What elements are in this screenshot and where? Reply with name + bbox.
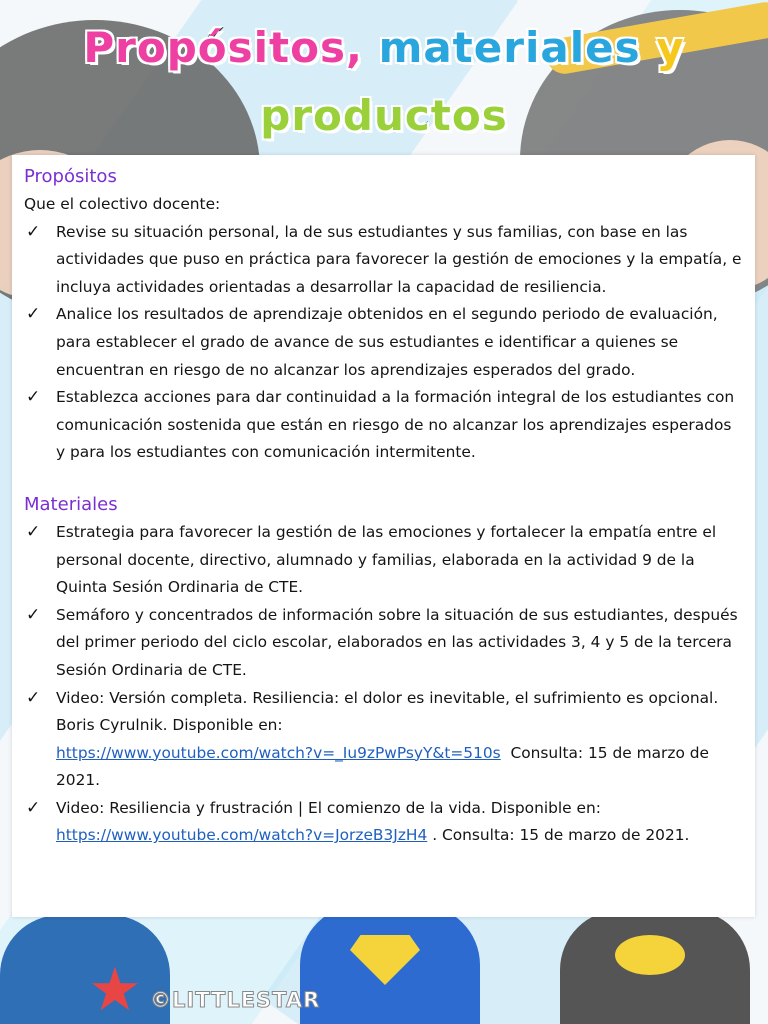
propositos-list [24, 219, 744, 467]
list-item [24, 384, 744, 467]
page-title [0, 18, 768, 146]
title-word: productos [260, 91, 508, 140]
list-item-consulta: Consulta: 15 de marzo de 2021. [56, 743, 709, 790]
content-card [12, 155, 755, 917]
checkmark-icon: ✓ [26, 521, 41, 542]
propositos-heading: Propósitos [24, 166, 117, 187]
list-item-text: Video: Resiliencia y frustración | El comienzo de la vida. Disponible en: [56, 798, 601, 817]
list-item-text: Analice los resultados de aprendizaje obtenidos en el segundo periodo de evaluación, para establecer el grado de avance de sus estudiantes e identificar a quienes se encuentran en riesgo de no alcanzar los aprendizajes esperados del grado. [56, 305, 718, 379]
list-item-text: Video: Versión completa. Resiliencia: el dolor es inevitable, el sufrimiento es opcional. Boris Cyrulnik. Disponible en: [56, 688, 719, 735]
list-item-consulta: . Consulta: 15 de marzo de 2021. [432, 826, 690, 845]
title-word: Propósitos, [83, 23, 363, 72]
checkmark-icon: ✓ [26, 304, 41, 325]
list-item-text: Establezca acciones para dar continuidad a la formación integral de los estudiantes con comunicación sostenida que están en riesgo de no alcanzar los aprendizajes esperados y para los estudiantes con comunicación intermitente. [56, 388, 735, 462]
list-item [24, 301, 744, 384]
list-item-text: Estrategia para favorecer la gestión de las emociones y fortalecer la empatía entre el personal docente, directivo, alumnado y familias, elaborada en la actividad 9 de la Quinta Sesión Ordinaria de CTE. [56, 522, 717, 597]
list-item [24, 602, 744, 685]
checkmark-icon: ✓ [26, 604, 41, 625]
video-link-resiliencia[interactable]: https://www.youtube.com/watch?v=_Iu9zPwPsyY&t=510s [56, 743, 501, 762]
batman-logo-icon [615, 935, 685, 975]
star-icon: ★ [88, 955, 142, 1024]
list-item [24, 219, 744, 302]
content-body [24, 163, 744, 850]
video-link-frustracion[interactable]: https://www.youtube.com/watch?v=JorzeB3JzH4 [56, 826, 428, 845]
list-item-text: Semáforo y concentrados de información sobre la situación de sus estudiantes, después del primer periodo del ciclo escolar, elaborados en las actividades 3, 4 y 5 de la tercera Sesión Ordinaria de CTE. [56, 605, 738, 679]
propositos-intro: Que el colectivo docente: [24, 195, 221, 213]
list-item [24, 519, 744, 602]
checkmark-icon: ✓ [26, 387, 41, 408]
materiales-heading: Materiales [24, 493, 118, 515]
checkmark-icon: ✓ [26, 221, 41, 242]
checkmark-icon: ✓ [26, 687, 41, 708]
checkmark-icon: ✓ [26, 797, 41, 818]
materiales-list [24, 519, 744, 850]
list-item [24, 685, 744, 795]
author-credit: ©LITTLESTAR [150, 988, 321, 1012]
title-word: y [656, 23, 685, 72]
list-item-text: Revise su situación personal, la de sus estudiantes y sus familias, con base en las actividades que puso en práctica para favorecer la gestión de emociones y la empatía, e incluya actividades orientadas a desarrollar la capacidad de resiliencia. [56, 222, 742, 296]
list-item [24, 795, 744, 850]
section-gap [24, 467, 744, 491]
title-word: materiales [378, 23, 641, 72]
captain-america-illustration [0, 915, 170, 1024]
